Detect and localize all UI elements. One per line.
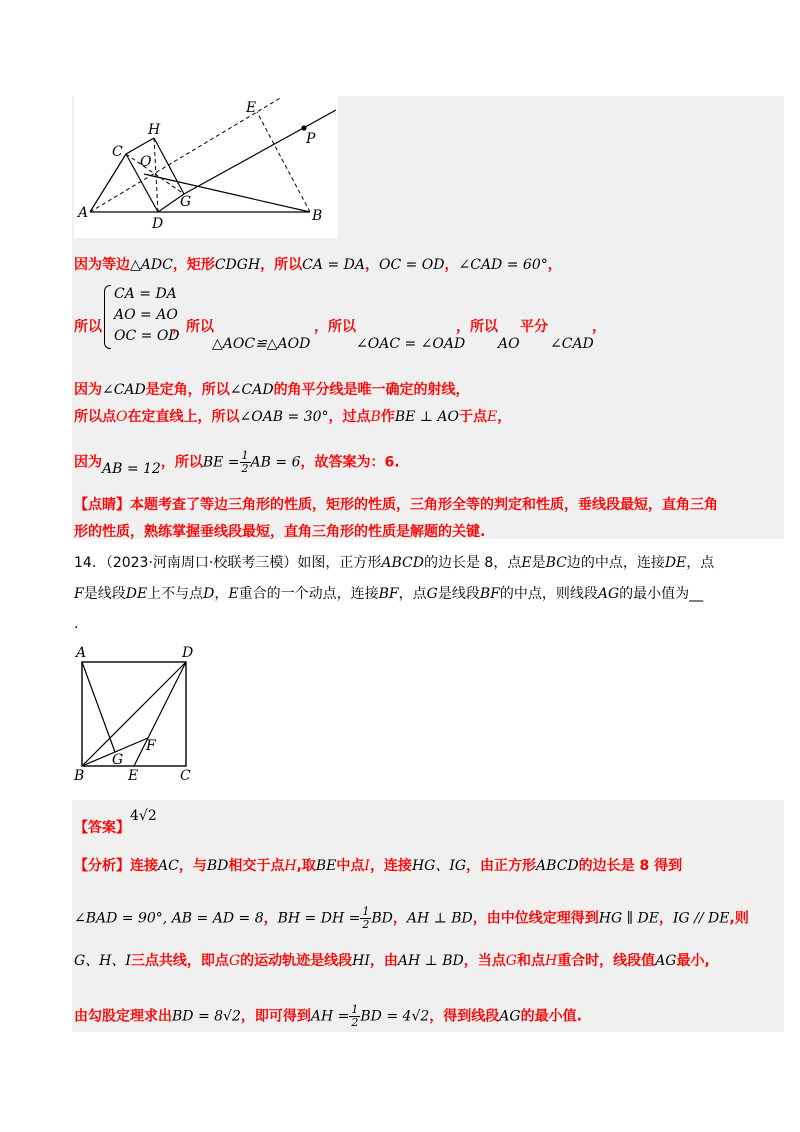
answer-blank: __ (689, 586, 704, 602)
solution-line-5: 因为AB = 12，所以BE = $\frac{1}{2}$ AB = 6，故答案为：6. (74, 449, 400, 477)
solution-line-2-t5: 平分 (520, 319, 548, 335)
fig2-label: C (180, 768, 191, 782)
solution-line-2-prefix: 所以 (74, 319, 102, 335)
question-14-line-1: 14．（2023·河南周口·校联考三模）如图，正方形ABCD的边长是 8，点E是BC边的中点，连接DE，点 (74, 555, 715, 571)
figure-1-diagram (74, 96, 338, 238)
key-point-line-1: 【点睛】本题考查了等边三角形的性质，矩形的性质，三角形全等的判定和性质，垂线段最短，直角三角 (74, 497, 718, 513)
key-point-line-2: 形的性质，熟练掌握垂线段最短，直角三角形的性质是解题的关键. (74, 524, 486, 540)
solution-line-2-t6: ， (592, 319, 606, 335)
fig2-label: E (128, 768, 139, 782)
analysis-line-4: 由勾股定理求出BD = 8√2，即可得到AH = $\frac{1}{2}$ BD = 4√2，得到线段AG的最小值. (74, 1003, 582, 1029)
solution-line-2-rest: ，所以 (172, 319, 214, 335)
solution-line-4: 所以点O在定直线上，所以∠OAB = 30°，过点B作BE ⊥ AO于点E， (74, 409, 512, 425)
fig1-label: G (180, 194, 192, 210)
congruence-statement: △AOC≌△AOD (212, 336, 311, 352)
fig2-label: F (146, 738, 156, 754)
analysis-line-2: ∠BAD = 90°, AB = AD = 8，BH = DH = $\frac{1}{2}$ BD，AH ⊥ BD，由中位线定理得到HG ∥ DE，IG // DE,则 (74, 905, 749, 931)
equation-system: CA = DA AO = AO OC = OD (114, 286, 180, 344)
equation-system-brace (104, 285, 111, 349)
analysis-line-1: 【分析】连接AC，与BD相交于点H,取BE中点I，连接HG、IG，由正方形ABCD的边长是 8 得到 (74, 858, 683, 874)
solution-line-2-t3: ，所以 (314, 319, 356, 335)
fig2-label: B (74, 768, 85, 782)
fraction-half: $\frac{1}{2}$ (241, 449, 249, 475)
fig1-label: B (312, 208, 323, 224)
solution-line-3: 因为∠CAD是定角，所以∠CAD的角平分线是唯一确定的射线， (74, 382, 470, 398)
figure-2-diagram (72, 642, 202, 782)
angle-equality: ∠OAC = ∠OAD (356, 336, 466, 352)
fig1-label: P (306, 131, 316, 147)
fraction-half: $\frac{1}{2}$ (362, 905, 370, 931)
fig1-label: A (78, 205, 89, 221)
fig1-label: E (246, 100, 257, 116)
solution-line-2-t4: ，所以 (456, 319, 498, 335)
fig1-label: C (112, 144, 123, 160)
question-14-line-2: F是线段DE上不与点D，E重合的一个动点，连接BF，点G是线段BF的中点，则线段AG的最小值为__ (74, 586, 704, 602)
fig1-label: O (140, 154, 152, 170)
question-14-line-3: . (74, 616, 79, 632)
answer-line: 【答案】 (74, 820, 130, 836)
fig1-label: D (152, 216, 164, 232)
bisected-angle: ∠CAD (550, 336, 594, 352)
fig1-label: H (148, 122, 161, 138)
fig2-label: G (112, 752, 124, 768)
solution-line-1: 因为等边△ADC，矩形CDGH，所以CA = DA，OC = OD，∠CAD = 60°， (74, 257, 562, 273)
fraction-half: $\frac{1}{2}$ (351, 1003, 359, 1029)
fig2-label: D (182, 645, 194, 661)
answer-value: 4√2 (130, 808, 157, 824)
bisector-ao: AO (498, 336, 520, 352)
fig2-label: A (76, 645, 87, 661)
analysis-line-3: G、H、I三点共线，即点G的运动轨迹是线段HI，由AH ⊥ BD，当点G和点H重合时，线段值AG最小, (74, 953, 710, 969)
